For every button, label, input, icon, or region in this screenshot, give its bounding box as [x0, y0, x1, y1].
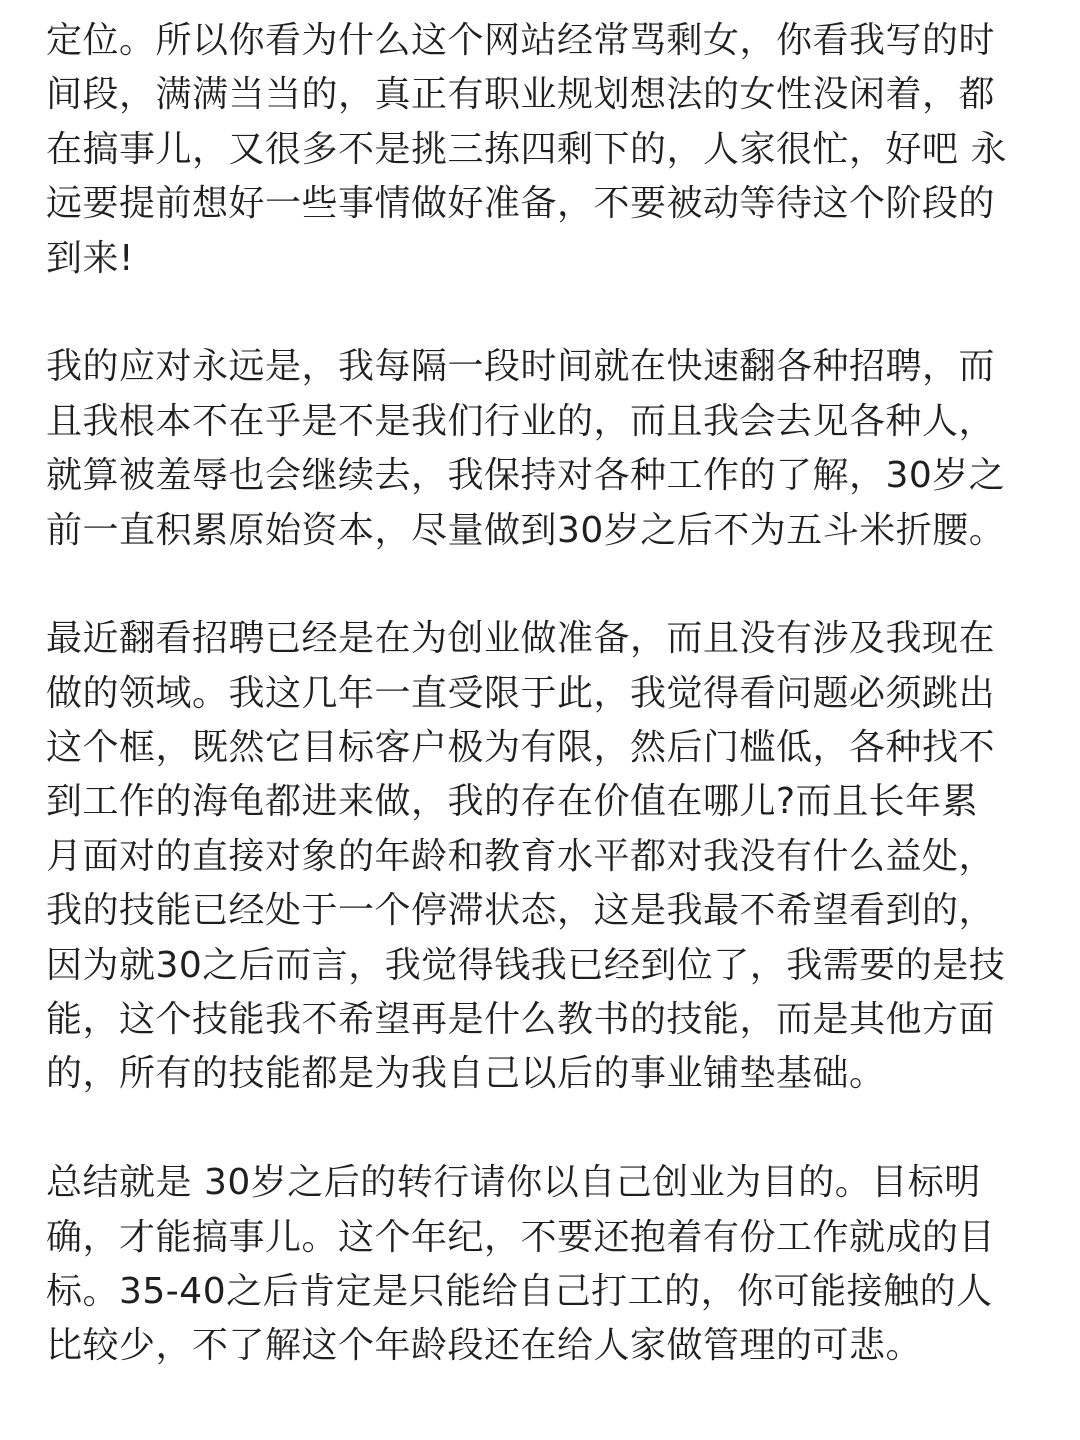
text-line: 总结就是 30岁之后的转行请你以自己创业为目的。目标明: [46, 1162, 981, 1204]
text-line: 到工作的海龟都进来做，我的存在价值在哪儿?而且长年累: [46, 781, 979, 823]
paragraph-gap: [46, 286, 1036, 340]
text-line: 间段，满满当当的，真正有职业规划想法的女性没闲着，都: [46, 74, 996, 116]
text-line: 这个框，既然它目标客户极为有限，然后门槛低，各种找不: [46, 727, 996, 769]
paragraph-2: [46, 340, 1036, 558]
text-line: 且我根本不在乎是不是我们行业的，而且我会去见各种人，: [46, 400, 996, 442]
text-line: 我的技能已经处于一个停滞状态，这是我最不希望看到的，: [46, 890, 996, 932]
text-line: 标。35-40之后肯定是只能给自己打工的，你可能接触的人: [46, 1270, 993, 1312]
text-line: 能，这个技能我不希望再是什么教书的技能，而是其他方面: [46, 999, 996, 1041]
text-line: 比较少，不了解这个年龄段还在给人家做管理的可悲。: [46, 1325, 923, 1367]
paragraph-4: [46, 1156, 1036, 1374]
text-line: 因为就30之后而言，我觉得钱我已经到位了，我需要的是技: [46, 944, 1006, 986]
paragraph-1: [46, 14, 1036, 286]
text-line: 定位。所以你看为什么这个网站经常骂剩女，你看我写的时: [46, 20, 996, 61]
text-line: 到来!: [46, 237, 134, 279]
text-line: 月面对的直接对象的年龄和教育水平都对我没有什么益处，: [46, 835, 996, 877]
text-line: 前一直积累原始资本，尽量做到30岁之后不为五斗米折腰。: [46, 509, 1006, 551]
paragraph-3: [46, 612, 1036, 1102]
text-line: 就算被羞辱也会继续去，我保持对各种工作的了解，30岁之: [46, 455, 1006, 497]
text-line: 我的应对永远是，我每隔一段时间就在快速翻各种招聘，而: [46, 346, 996, 388]
paragraph-gap: [46, 558, 1036, 612]
text-line: 的，所有的技能都是为我自己以后的事业铺垫基础。: [46, 1053, 886, 1095]
paragraph-gap: [46, 1102, 1036, 1156]
text-line: 最近翻看招聘已经是在为创业做准备，而且没有涉及我现在: [46, 618, 996, 660]
text-line: 确，才能搞事儿。这个年纪，不要还抱着有份工作就成的目: [46, 1216, 996, 1258]
article-body: [46, 14, 1036, 1374]
text-line: 做的领域。我这几年一直受限于此，我觉得看问题必须跳出: [46, 672, 996, 714]
text-line: 在搞事儿，又很多不是挑三拣四剩下的，人家很忙，好吧 永: [46, 128, 1007, 170]
text-line: 远要提前想好一些事情做好准备，不要被动等待这个阶段的: [46, 183, 996, 225]
